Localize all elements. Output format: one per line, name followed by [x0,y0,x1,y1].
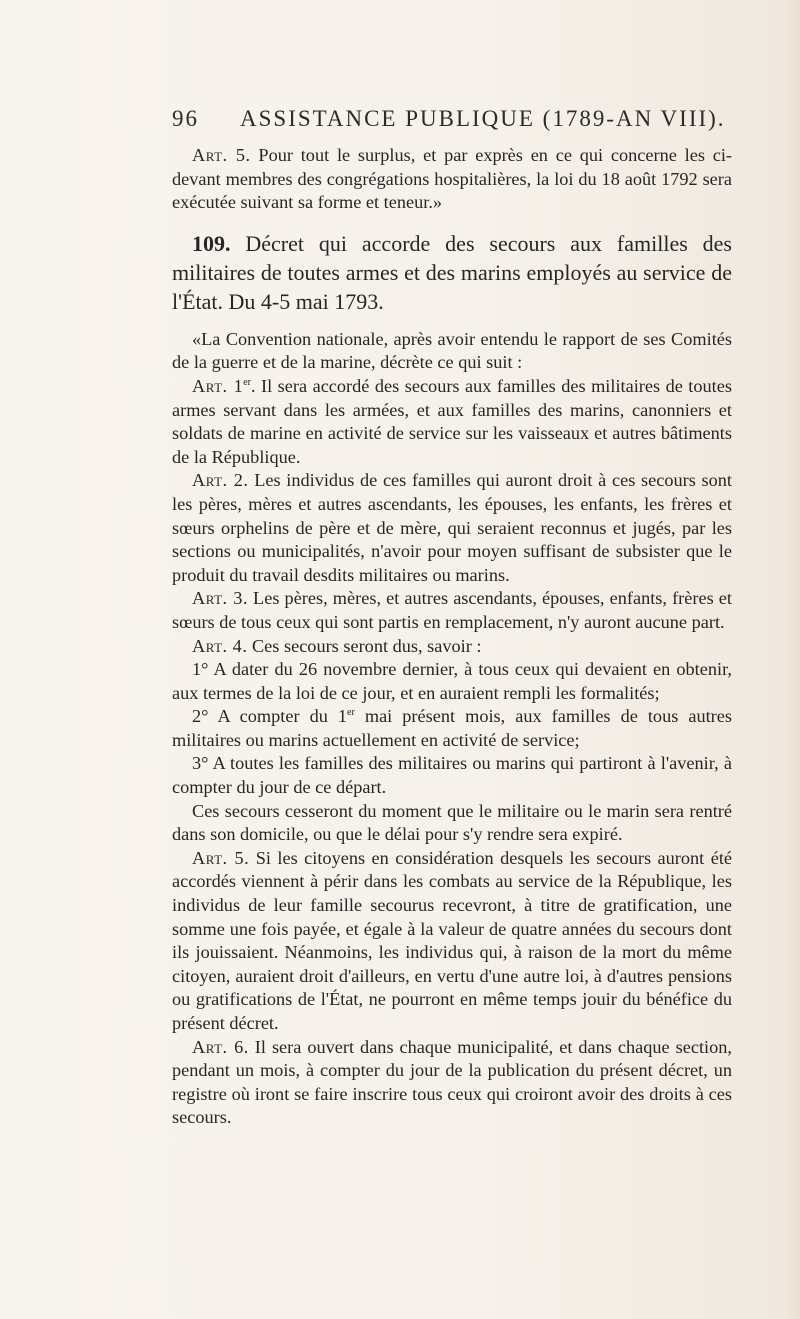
list-item-text: 2° A compter du 1 [192,706,348,727]
article-label: Art. 5. [192,145,251,165]
body-text [172,144,732,1130]
article-text: Si les citoyens en considération desquels les secours auront été accordés viennent à périr dans les combats au service de la République, les individus de leur famille secourus recevront, à titre de gratification, une somme une fois payée, et égale à la valeur de quatre années du secours dont ils jouissaient. Néanmoins, les individus qui, à raison de la mort du même citoyen, auraient droit d'ailleurs, en vertu d'une autre loi, à d'autres pensions ou gratifications de l'État, ne pourront en même temps jouir du bénéfice du présent décret. [172,847,733,1033]
article-paragraph [172,635,732,659]
page-edge-shadow [786,0,800,1319]
decree-heading [172,229,732,316]
article-paragraph [172,375,732,469]
article-label: Art. 1 [192,375,244,396]
article-label: Art. 2. [192,470,249,491]
article-text: . Il sera accordé des secours aux familles des militaires de toutes armes servant dans les armées, et aux familles des marins, canonniers et soldats de marine en activité de service sur les vaisseaux et autres bâtiments de la République. [172,375,732,467]
article-text: Il sera ouvert dans chaque municipalité, et dans chaque section, pendant un mois, à compter du jour de la publication du présent décret, un registre où iront se faire inscrire tous ceux qui croiront avoir des droits à ces secours. [172,1036,732,1128]
article-paragraph [172,847,732,1036]
list-item: 3° A toutes les familles des militaires ou marins qui partiront à l'avenir, à compter du jour de ce départ. [172,753,732,798]
running-title: ASSISTANCE PUBLIQUE (1789-AN VIII). [240,106,726,131]
article-paragraph [172,144,732,215]
article-label: Art. 4. [192,635,248,656]
running-header [172,106,732,132]
decree-title: Décret qui accorde des secours aux familles des militaires de toutes armes et des marins employés au service de l'État. Du 4-5 mai 1793. [172,230,732,314]
article-text: Les individus de ces familles qui auront droit à ces secours sont les pères, mères et autres ascendants, les épouses, les enfants, les frères et sœurs orphelins de père et de mère, qui seraient reconnus et jugés, par les sections ou municipalités, n'avoir pour moyen suffisant de subsister que le produit du travail desdits militaires ou marins. [172,470,732,585]
article-paragraph [172,469,732,587]
paragraph: Ces secours cesseront du moment que le militaire ou le marin sera rentré dans son domicile, ou que le délai pour s'y rendre sera expiré. [172,800,732,845]
ordinal-sup: er [347,707,355,719]
article-label: Art. 3. [192,588,248,609]
decree-intro: «La Convention nationale, après avoir entendu le rapport de ses Comités de la guerre et de la marine, décrète ce qui suit : [172,328,732,373]
article-text: Pour tout le surplus, et par exprès en ce qui concerne les ci-devant membres des congrégations hospitalières, la loi du 18 août 1792 sera exécutée suivant sa forme et teneur.» [172,145,733,213]
article-paragraph [172,587,732,634]
list-item: 1° A dater du 26 novembre dernier, à tous ceux qui devaient en obtenir, aux termes de la loi de ce jour, et en auraient rempli les formalités; [172,659,732,703]
page-number: 96 [172,106,199,131]
list-item-text: mai présent mois, aux familles de tous autres militaires ou marins actuellement en activité de service; [172,706,732,750]
article-paragraph [172,1036,732,1130]
article-text: Ces secours seront dus, savoir : [251,635,482,656]
article-text: Les pères, mères, et autres ascendants, épouses, enfants, frères et sœurs de tous ceux qui sont partis en remplacement, n'y auront aucune part. [172,588,732,632]
article-label: Art. 6. [192,1036,249,1057]
article-label: Art. 5. [192,847,250,868]
ordinal-sup: er [243,376,251,388]
list-item [172,705,732,752]
decree-number: 109. [192,230,231,256]
